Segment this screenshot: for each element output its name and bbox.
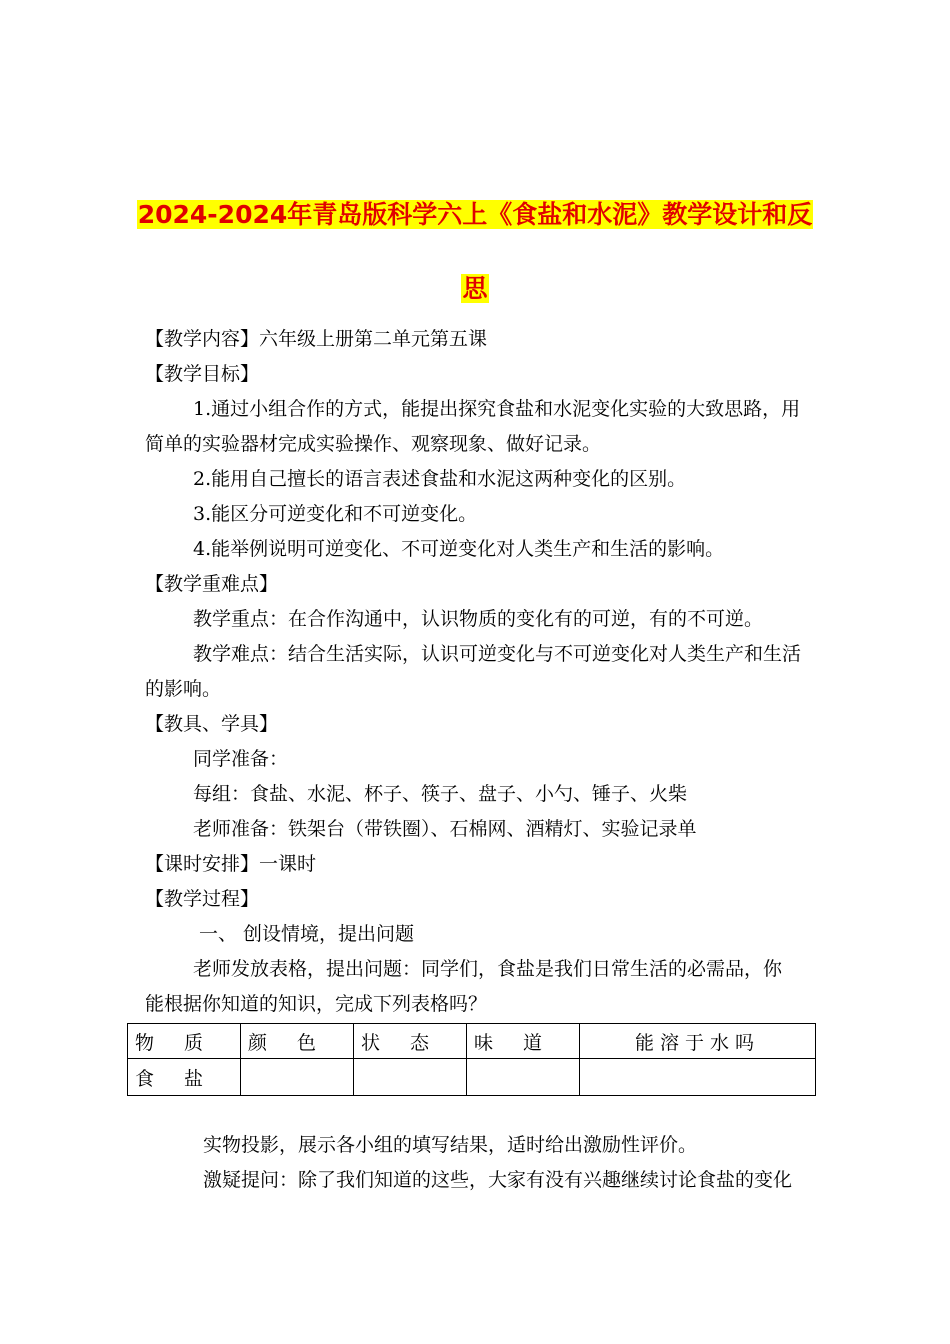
header-cell: 物质 [128,1024,241,1059]
teacher-prep: 老师准备：铁架台（带铁圈）、石棉网、酒精灯、实验记录单 [193,818,697,840]
document-title-line-1: 2024-2024年青岛版科学六上《食盐和水泥》教学设计和反 [137,200,813,229]
table-header-row [128,1024,816,1059]
properties-table [127,1023,816,1096]
header-cell: 颜色 [241,1024,354,1059]
table-cell[interactable] [467,1059,580,1096]
paragraph-1-line-2: 能根据你知道的知识，完成下列表格吗？ [145,993,488,1015]
group-items: 每组：食盐、水泥、杯子、筷子、盘子、小勺、锤子、火柴 [193,783,688,805]
student-prep: 同学准备： [193,748,289,770]
table-cell: 食盐 [128,1059,241,1096]
table-cell[interactable] [241,1059,354,1096]
goal-1-line-2: 简单的实验器材完成实验操作、观察现象、做好记录。 [145,433,602,455]
paragraph-2: 实物投影，展示各小组的填写结果，适时给出激励性评价。 [203,1134,698,1156]
content-label: 【教学内容】六年级上册第二单元第五课 [145,328,488,350]
header-cell: 能溶于水吗 [580,1024,816,1059]
key-point: 教学重点：在合作沟通中，认识物质的变化有的可逆，有的不可逆。 [193,608,764,630]
difficulty-line-2: 的影响。 [145,678,222,700]
process-heading: 【教学过程】 [145,888,260,910]
table-row [128,1059,816,1096]
table-cell[interactable] [580,1059,816,1096]
goal-3: 3.能区分可逆变化和不可逆变化。 [193,503,478,525]
tools-heading: 【教具、学具】 [145,713,279,735]
goal-1-line-1: 1.通过小组合作的方式，能提出探究食盐和水泥变化实验的大致思路，用 [193,398,801,420]
goal-4: 4.能举例说明可逆变化、不可逆变化对人类生产和生活的影响。 [193,538,725,560]
table-cell[interactable] [354,1059,467,1096]
key-heading: 【教学重难点】 [145,573,279,595]
difficulty-line-1: 教学难点：结合生活实际，认识可逆变化与不可逆变化对人类生产和生活 [193,643,802,665]
paragraph-1-line-1: 老师发放表格，提出问题：同学们，食盐是我们日常生活的必需品，你 [193,958,783,980]
step-1-heading: 一、 创设情境，提出问题 [199,923,415,945]
header-cell: 味道 [467,1024,580,1059]
paragraph-3: 激疑提问：除了我们知道的这些，大家有没有兴趣继续讨论食盐的变化 [203,1169,793,1191]
goal-2: 2.能用自己擅长的语言表述食盐和水泥这两种变化的区别。 [193,468,687,490]
header-cell: 状态 [354,1024,467,1059]
goals-heading: 【教学目标】 [145,363,260,385]
document-title-line-2: 思 [462,274,488,303]
schedule: 【课时安排】一课时 [145,853,317,875]
